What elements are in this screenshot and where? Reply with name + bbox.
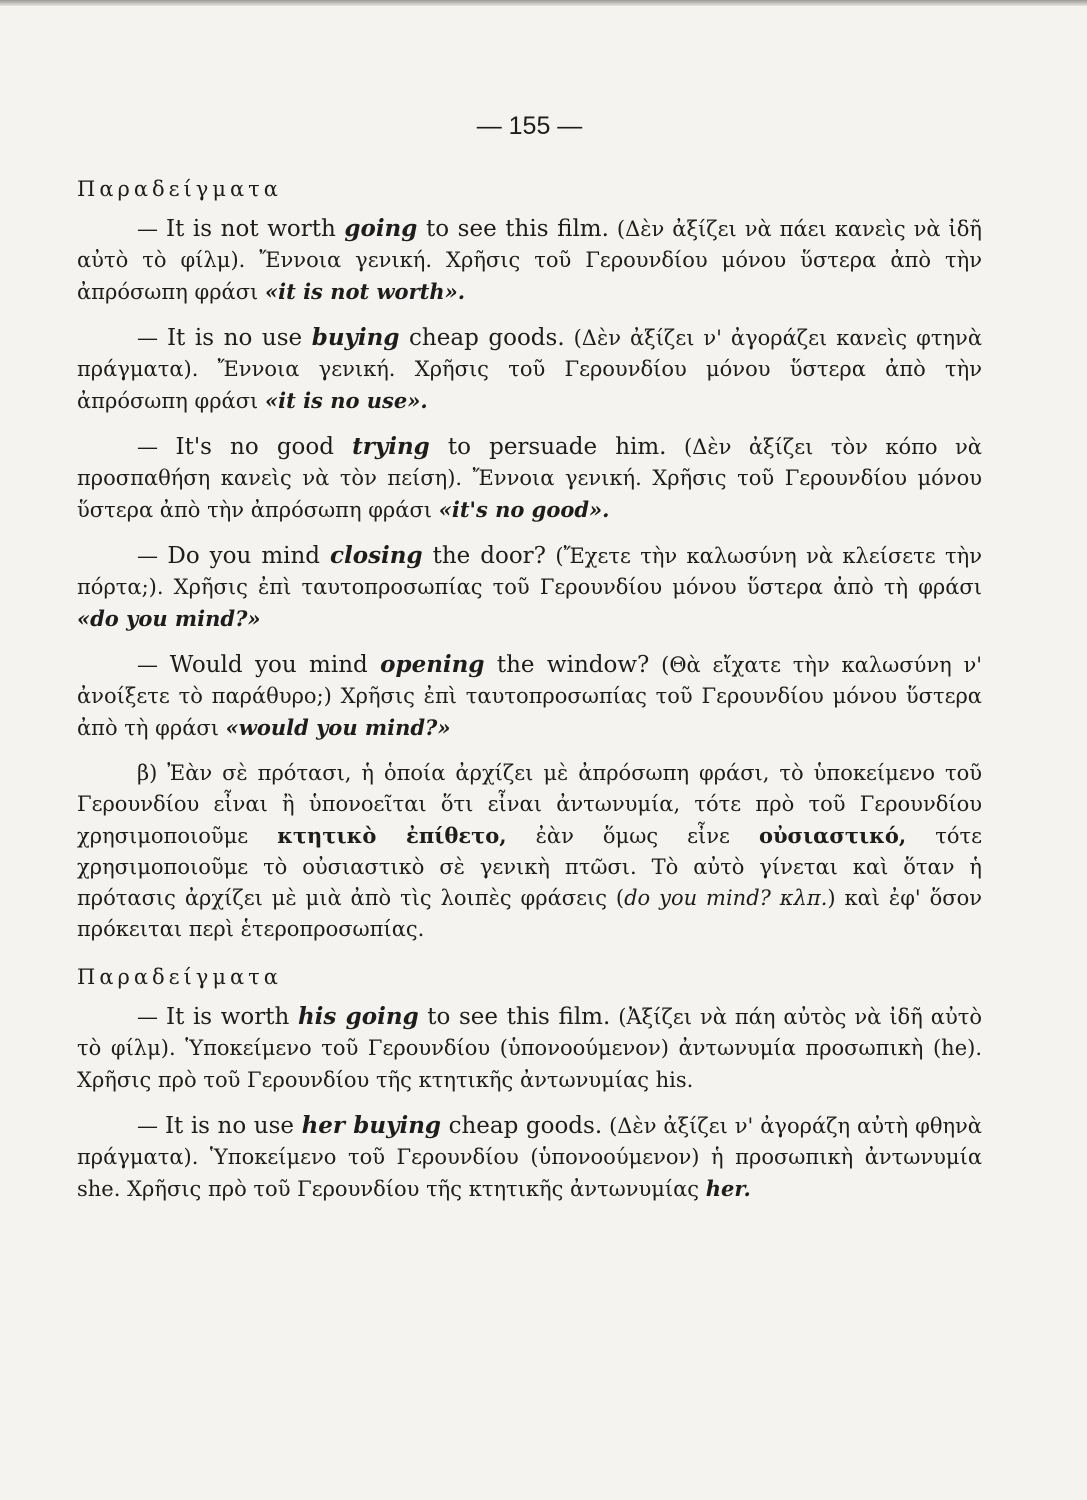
quoted-phrase: «it is not worth». [264, 279, 466, 304]
example-paragraph [77, 322, 982, 417]
greek-explanation: (Ἀξίζει νὰ πάη αὐτὸς νὰ ἰδῆ αὐτὸ τὸ φίλμ). Ὑποκείμενο τοῦ Γερουνδίου (ὑπονοούμενον) ἀντωνυμία προσωπικὴ (he). Χρῆσις πρὸ τοῦ Γερουνδίου τῆς κτητικῆς ἀντωνυμίας his. [77, 1005, 982, 1092]
section-heading-examples-2: Παραδείγματα [77, 965, 282, 989]
rule-b-paragraph [77, 758, 982, 945]
rule-text: ἐὰν ὅμως εἶνε [506, 824, 759, 848]
rule-text: ) καὶ ἐφ' ὅσον πρόκειται περὶ ἑτεροπροσωπίας. [77, 886, 982, 941]
english-text: It's no good [175, 434, 353, 460]
gerund: his going [297, 1003, 419, 1030]
example-paragraph [77, 1110, 982, 1205]
gerund: trying [352, 433, 430, 460]
gerund: opening [380, 651, 485, 678]
rule-bold-term: οὐσιαστικό, [758, 823, 907, 848]
english-text: the window? [484, 652, 650, 678]
english-text: cheap goods. [399, 325, 565, 351]
english-text: It is no use [166, 325, 312, 351]
english-text: to see this film. [417, 216, 609, 242]
english-text: to persuade him. [429, 434, 667, 460]
english-text: cheap goods. [441, 1113, 603, 1139]
dash: — [137, 653, 170, 677]
dash: — [137, 435, 176, 459]
english-text: the door? [422, 543, 547, 569]
english-text: to see this film. [418, 1004, 611, 1030]
greek-explanation: (Δὲν ἀξίζει νὰ πάει κανεὶς νὰ ἰδῆ αὐτὸ τὸ φίλμ). Ἔννοια γενική. Χρῆσις τοῦ Γερουνδίου μόνου ὕστερα ἀπὸ τὴν ἀπρόσωπη φράσι [77, 217, 982, 304]
example-paragraph [77, 213, 982, 308]
quoted-phrase: «would you mind?» [225, 715, 451, 740]
scan-top-edge [0, 0, 1087, 6]
quoted-phrase: her. [705, 1176, 751, 1201]
section-heading-examples-1: Παραδείγματα [77, 177, 282, 201]
dash: — [137, 326, 167, 350]
greek-explanation: (Δὲν ἀξίζει ν' ἀγοράζει κανεὶς φτηνὰ πράγματα). Ἔννοια γενική. Χρῆσις τοῦ Γερουνδίου μόνου ὕστερα ἀπὸ τὴν ἀπρόσωπη φράσι [77, 326, 982, 413]
gerund: buying [311, 324, 400, 351]
page-number: — 155 — [476, 112, 583, 140]
dash: — [137, 1005, 166, 1029]
english-text: Do you mind [167, 543, 331, 569]
gerund: going [344, 215, 418, 242]
dash: — [137, 217, 166, 241]
gerund: closing [330, 542, 423, 569]
rule-bold-term: κτητικὸ ἐπίθετο, [277, 823, 507, 848]
dash: — [137, 544, 168, 568]
example-paragraph [77, 649, 982, 744]
greek-explanation: (Δὲν ἀξίζει τὸν κόπο νὰ προσπαθήση κανεὶς νὰ τὸν πείση). Ἔννοια γενική. Χρῆσις τοῦ Γερουνδίου μόνου ὕστερα ἀπὸ τὴν ἀπρόσωπη φράσι [77, 435, 982, 522]
quoted-phrase: «do you mind?» [77, 606, 261, 631]
greek-explanation: (Θὰ εἴχατε τὴν καλωσύνη ν' ἀνοίξετε τὸ παράθυρο;) Χρῆσις ἐπὶ ταυτοπροσωπίας τοῦ Γερουνδίου μόνου ὕστερα ἀπὸ τὴ φράσι [77, 653, 983, 740]
quoted-phrase: «it's no good». [438, 497, 610, 522]
example-paragraph [77, 540, 982, 635]
english-text: It is worth [166, 1004, 298, 1030]
book-page [77, 112, 982, 1219]
greek-explanation: (Ἔχετε τὴν καλωσύνη νὰ κλείσετε τὴν πόρτα;). Χρῆσις ἐπὶ ταυτοπροσωπίας τοῦ Γερουνδίου μόνου ὕστερα ἀπὸ τὴ φράσι [77, 544, 982, 599]
rule-italic-phrase: do you mind? κλπ. [624, 886, 828, 910]
english-text: It is no use [164, 1113, 302, 1139]
greek-explanation: (Δὲν ἀξίζει ν' ἀγοράζη αὐτὴ φθηνὰ πράγματα). Ὑποκείμενο τοῦ Γερουνδίου (ὑπονοούμενον) ἡ προσωπικὴ ἀντωνυμία she. Χρῆσις πρὸ τοῦ Γερουνδίου τῆς κτητικῆς ἀντωνυμίας [77, 1114, 982, 1201]
rule-text: β) Ἐὰν σὲ πρότασι, ἡ ὁποία ἀρχίζει μὲ ἀπρόσωπη φράσι, τὸ ὑποκείμενο τοῦ Γερουνδίου εἶναι ἢ ὑπονοεῖται ὅτι εἶναι ἀντωνυμία, τότε πρὸ τοῦ Γερουνδίου χρησιμοποιοῦμε [77, 761, 982, 848]
example-paragraph [77, 431, 982, 526]
english-text: Would you mind [169, 652, 381, 678]
example-paragraph [77, 1001, 982, 1096]
dash: — [137, 1114, 165, 1138]
quoted-phrase: «it is no use». [264, 388, 428, 413]
english-text: It is not worth [165, 216, 345, 242]
rule-text: τότε χρησιμοποιοῦμε τὸ οὐσιαστικὸ σὲ γενικὴ πτῶσι. Τὸ αὐτὸ γίνεται καὶ ὅταν ἡ πρότασις ἀρχίζει μὲ μιὰ ἀπὸ τὶς λοιπὲς φράσεις ( [77, 824, 982, 910]
gerund: her buying [301, 1112, 442, 1139]
